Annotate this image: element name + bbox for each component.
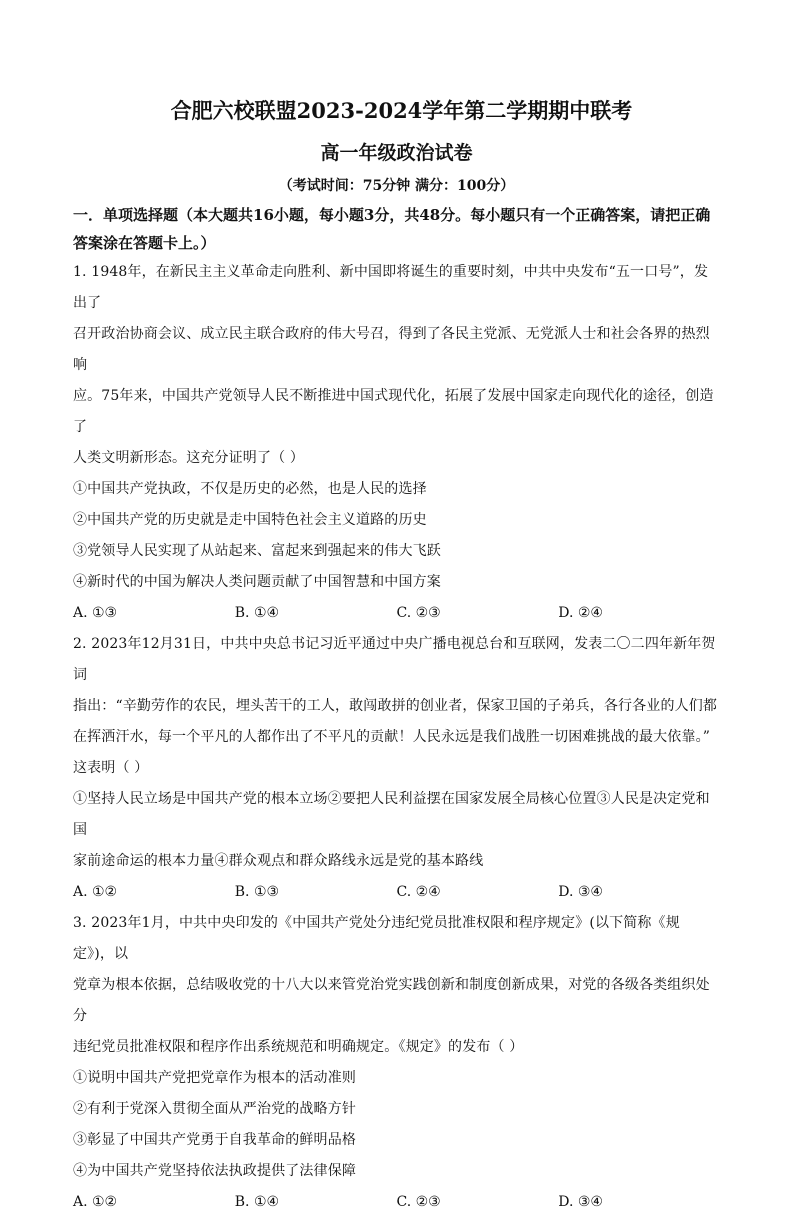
question-stem-line: 指出：“辛勤劳作的农民，埋头苦干的工人，敢闯敢拼的创业者，保家卫国的子弟兵，各行各业的人们都 — [73, 698, 718, 714]
answer-option-d: D. ②④ — [558, 605, 603, 621]
section-heading: 一．单项选择题（本大题共16小题，每小题3分，共48分。每小题只有一个正确答案，请把正确答案涂在答题卡上。） — [73, 206, 711, 252]
answer-option-d: D. ③④ — [558, 1194, 603, 1210]
question-stem-line: 召开政治协商会议、成立民主联合政府的伟大号召，得到了各民主党派、无党派人士和社会各界的热烈响 — [73, 326, 710, 373]
question-statement: ①坚持人民立场是中国共产党的根本立场②要把人民利益摆在国家发展全局核心位置③人民是决定党和国 — [73, 791, 710, 838]
question-stem-line: 这表明（ ） — [73, 760, 149, 776]
answer-option-c: C. ②③ — [396, 1194, 441, 1210]
answer-option-b: B. ①④ — [234, 605, 280, 621]
question-statement: ①中国共产党执政，不仅是历史的必然，也是人民的选择 — [73, 481, 427, 497]
answer-options — [73, 598, 720, 629]
answer-options — [73, 1187, 720, 1218]
question-stem-line: 违纪党员批准权限和程序作出系统规范和明确规定。《规定》的发布（ ） — [73, 1039, 524, 1055]
answer-option-b: B. ①③ — [234, 884, 280, 900]
question-statement: ②中国共产党的历史就是走中国特色社会主义道路的历史 — [73, 512, 427, 528]
question-stem-line: 1. 1948年，在新民主主义革命走向胜利、新中国即将诞生的重要时刻，中共中央发布“五一口号”，发出了 — [73, 264, 709, 311]
answer-option-c: C. ②③ — [396, 605, 441, 621]
exam-time-and-score: （考试时间：75分钟 满分：100分） — [278, 178, 515, 194]
question-statement: ①说明中国共产党把党章作为根本的活动准则 — [73, 1070, 356, 1086]
answer-option-c: C. ②④ — [396, 884, 441, 900]
question-2 — [73, 629, 720, 908]
question-statement: ④新时代的中国为解决人类问题贡献了中国智慧和中国方案 — [73, 574, 441, 590]
question-statement: ②有利于党深入贯彻全面从严治党的战略方针 — [73, 1101, 356, 1117]
question-stem-line: 应。75年来，中国共产党领导人民不断推进中国式现代化，拓展了发展中国家走向现代化的途径，创造了 — [73, 388, 714, 435]
question-stem-line: 3. 2023年1月，中共中央印发的《中国共产党处分违纪党员批准权限和程序规定》(以下简称《规定》)，以 — [73, 915, 680, 962]
answer-options — [73, 877, 720, 908]
exam-title: 合肥六校联盟2023-2024学年第二学期期中联考 — [170, 98, 633, 123]
question-statement: ③彰显了中国共产党勇于自我革命的鲜明品格 — [73, 1132, 356, 1148]
answer-option-a: A. ①② — [73, 1194, 118, 1210]
question-statement: 家前途命运的根本力量④群众观点和群众路线永远是党的基本路线 — [73, 853, 484, 869]
question-stem-line: 2. 2023年12月31日，中共中央总书记习近平通过中央广播电视总台和互联网，发表二〇二四年新年贺词 — [73, 636, 716, 683]
answer-option-a: A. ①③ — [73, 605, 118, 621]
question-stem-line: 在挥洒汗水，每一个平凡的人都作出了不平凡的贡献！人民永远是我们战胜一切困难挑战的最大依靠。” — [73, 729, 711, 745]
question-stem-line: 党章为根本依据，总结吸收党的十八大以来管党治党实践创新和制度创新成果，对党的各级各类组织处分 — [73, 977, 710, 1024]
question-3 — [73, 908, 720, 1218]
question-list — [73, 257, 720, 1218]
question-1 — [73, 257, 720, 629]
question-stem-line: 人类文明新形态。这充分证明了（ ） — [73, 450, 304, 466]
question-statement: ④为中国共产党坚持依法执政提供了法律保障 — [73, 1163, 356, 1179]
answer-option-a: A. ①② — [73, 884, 118, 900]
answer-option-b: B. ①④ — [234, 1194, 280, 1210]
answer-option-d: D. ③④ — [558, 884, 603, 900]
question-statement: ③党领导人民实现了从站起来、富起来到强起来的伟大飞跃 — [73, 543, 441, 559]
exam-subtitle: 高一年级政治试卷 — [320, 142, 473, 164]
